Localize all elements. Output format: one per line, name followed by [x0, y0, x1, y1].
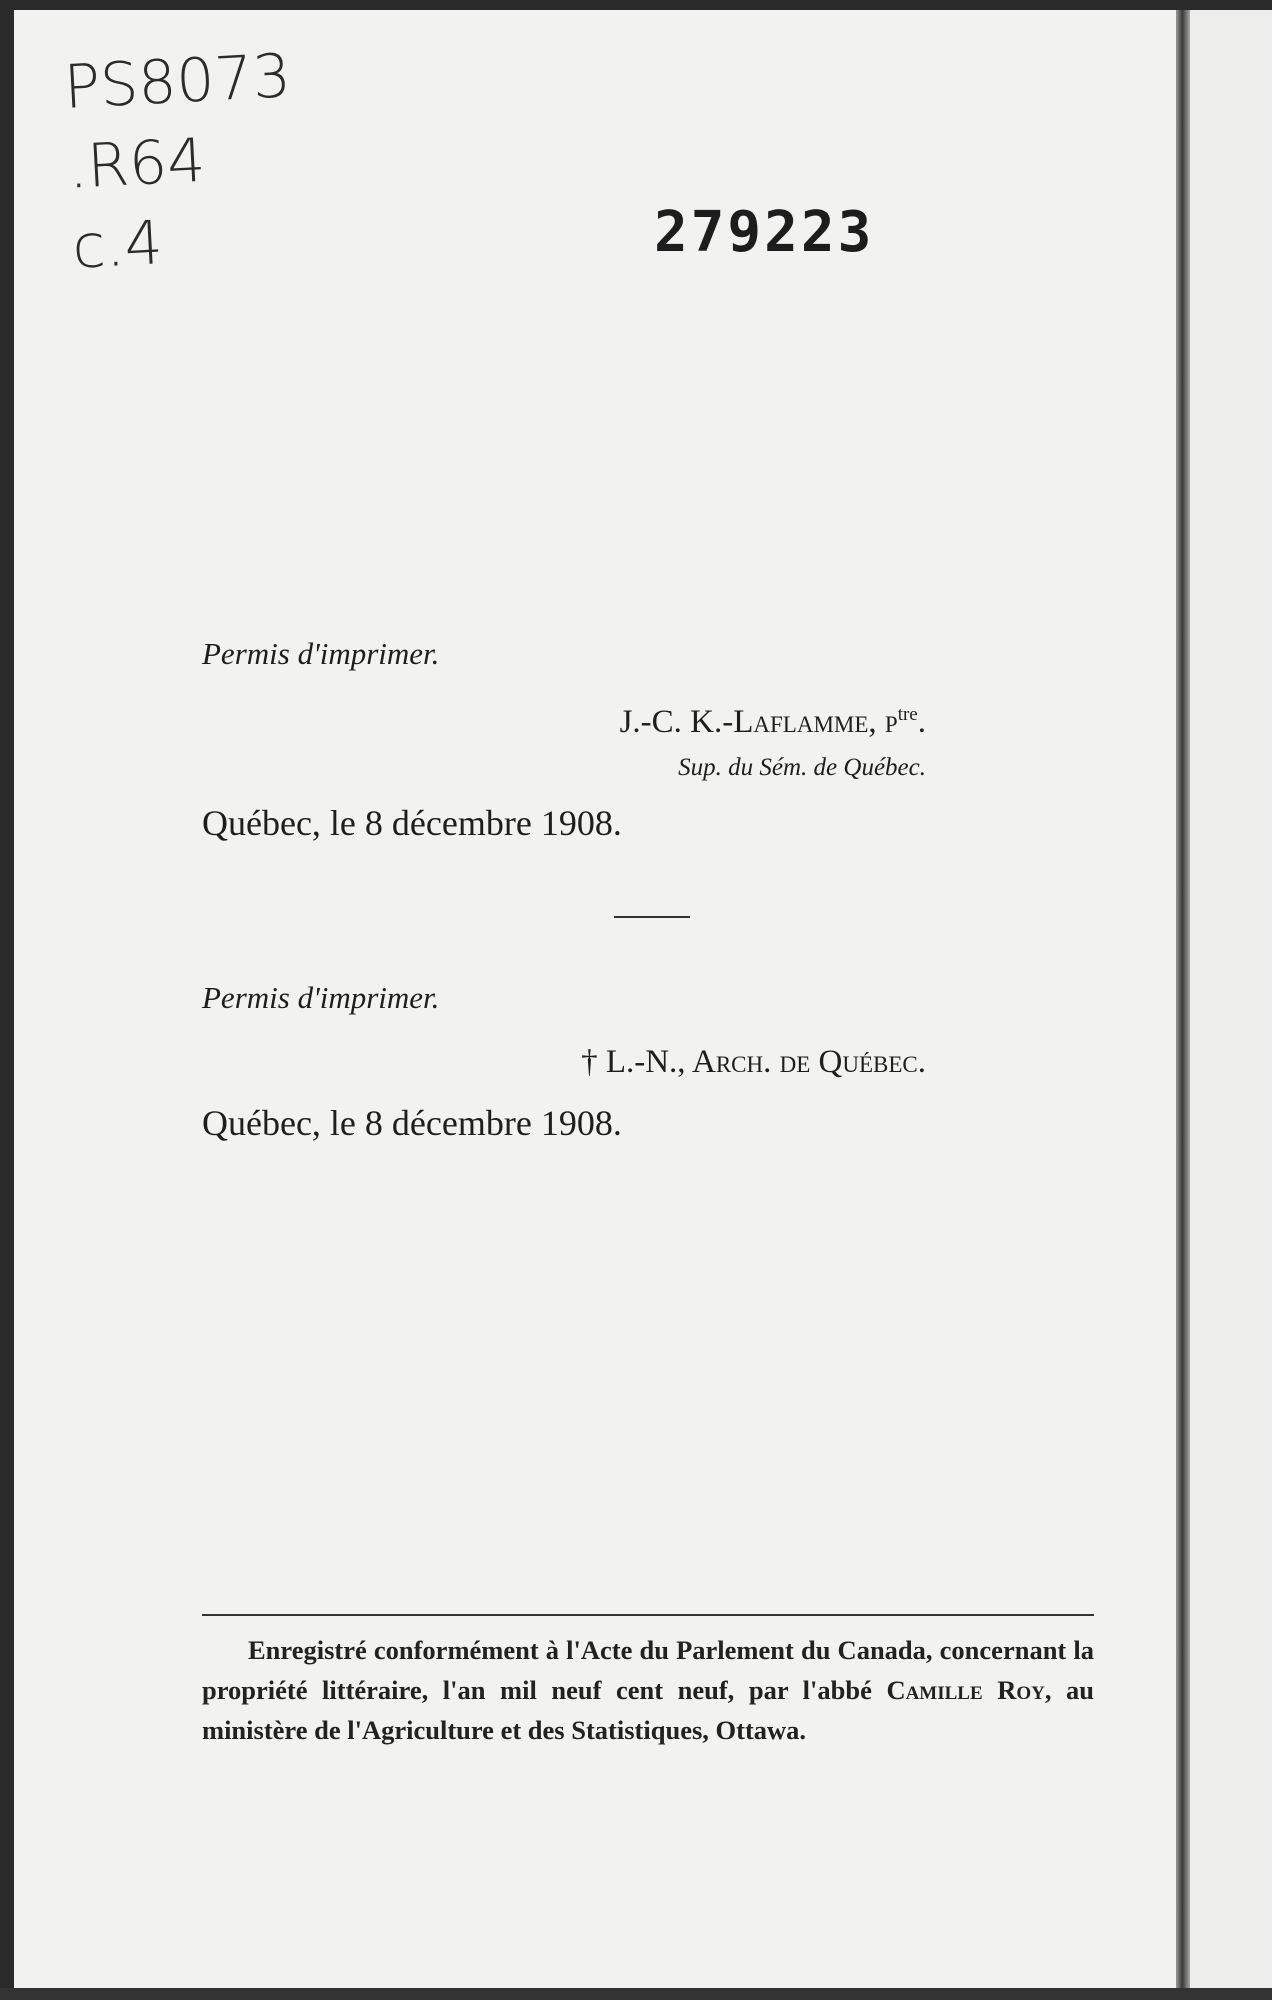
- imprimatur-2-heading: Permis d'imprimer.: [202, 980, 440, 1015]
- copyright-text-2: , au ministère de l'Agriculture et des Statistiques, Ottawa.: [202, 1675, 1094, 1745]
- handwritten-call-number: [62, 36, 301, 288]
- copyright-notice: [202, 1630, 1094, 1750]
- call-number-line-3: c.4: [70, 208, 165, 283]
- archbishop-signature: † L.-N., Arch. de Québec.: [581, 1044, 926, 1080]
- imprimatur-2-date: Québec, le 8 décembre 1908.: [202, 1103, 622, 1143]
- imprimatur-1-heading: Permis d'imprimer.: [202, 636, 440, 671]
- call-number-line-2: .R64: [66, 125, 208, 203]
- verso-page: [14, 10, 1176, 1988]
- section-separator: [614, 916, 690, 918]
- copyright-text-1: Enregistré conformément à l'Acte du Parlement du Canada, concernant la propriété littéraire, l'an mil neuf cent neuf, par l'abbé: [202, 1635, 1094, 1705]
- scanned-spread: [14, 10, 1272, 1988]
- imprimatur-2-signatory: [581, 1044, 926, 1081]
- call-number-line-1: PS8073: [62, 41, 293, 123]
- footer-rule: [202, 1614, 1094, 1616]
- copyright-author: Camille Roy: [886, 1675, 1045, 1705]
- imprimatur-1-signatory: [620, 704, 926, 741]
- facing-page-edge: [1190, 10, 1272, 1988]
- binding-gutter: [1176, 10, 1190, 1988]
- signatory-title-superscript: tre: [897, 704, 918, 725]
- signatory-period: .: [917, 704, 926, 740]
- scan-border: [0, 1988, 1272, 2000]
- accession-stamp: 279223: [654, 200, 875, 265]
- imprimatur-1-date: Québec, le 8 décembre 1908.: [202, 803, 622, 843]
- imprimatur-1-role: Sup. du Sém. de Québec.: [678, 754, 926, 781]
- signatory-name: J.-C. K.-Laflamme, p: [619, 704, 898, 740]
